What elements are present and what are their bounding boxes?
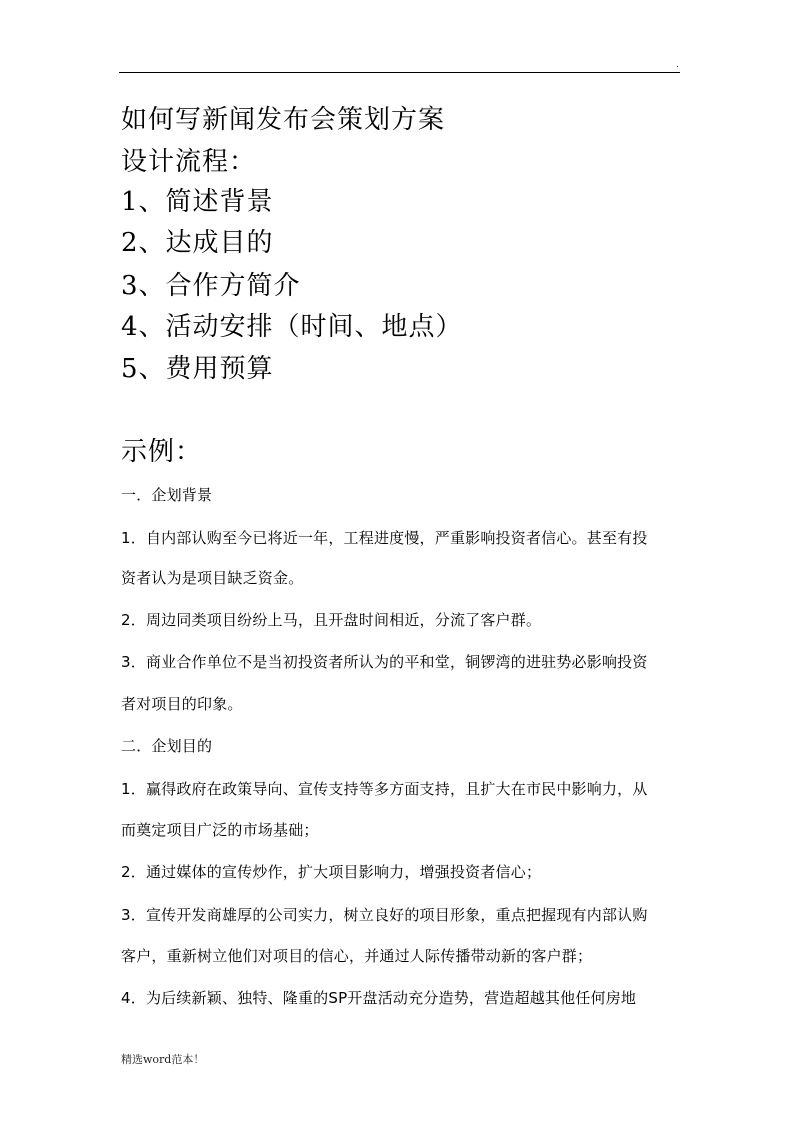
header-rule	[119, 72, 680, 73]
step-item: 2、达成目的	[121, 228, 274, 258]
body-line: 3．宣传开发商雄厚的公司实力，树立良好的项目形象，重点把握现有内部认购	[121, 906, 648, 924]
body-line: 资者认为是项目缺乏资金。	[121, 569, 304, 587]
footer-text: 精选word范本！	[121, 1053, 205, 1066]
body-line: 而奠定项目广泛的市场基础；	[121, 821, 319, 839]
example-heading: 示例：	[121, 437, 203, 467]
body-line: 客户，重新树立他们对项目的信心，并通过人际传播带动新的客户群；	[121, 947, 593, 965]
step-item: 1、简述背景	[121, 187, 274, 217]
step-item: 3、合作方简介	[121, 271, 301, 301]
body-line: 4．为后续新颖、独特、隆重的SP开盘活动充分造势，营造超越其他任何房地	[121, 989, 637, 1007]
body-line: 3．商业合作单位不是当初投资者所认为的平和堂，铜锣湾的进驻势必影响投资	[121, 653, 648, 671]
body-line: 者对项目的印象。	[121, 695, 243, 713]
section-heading: 二．企划目的	[121, 737, 213, 755]
header-mark: .	[676, 60, 679, 70]
body-line: 1．自内部认购至今已将近一年，工程进度慢，严重影响投资者信心。甚至有投	[121, 529, 648, 547]
section-heading: 一．企划背景	[121, 486, 213, 504]
body-line: 1．赢得政府在政策导向、宣传支持等多方面支持，且扩大在市民中影响力，从	[121, 780, 648, 798]
design-flow-heading: 设计流程：	[121, 147, 257, 177]
document-title: 如何写新闻发布会策划方案	[121, 105, 446, 135]
body-line: 2．通过媒体的宣传炒作，扩大项目影响力，增强投资者信心；	[121, 863, 542, 881]
step-item: 4、活动安排（时间、地点）	[121, 312, 463, 342]
step-item: 5、费用预算	[121, 354, 274, 384]
body-line: 2．周边同类项目纷纷上马，且开盘时间相近，分流了客户群。	[121, 611, 542, 629]
